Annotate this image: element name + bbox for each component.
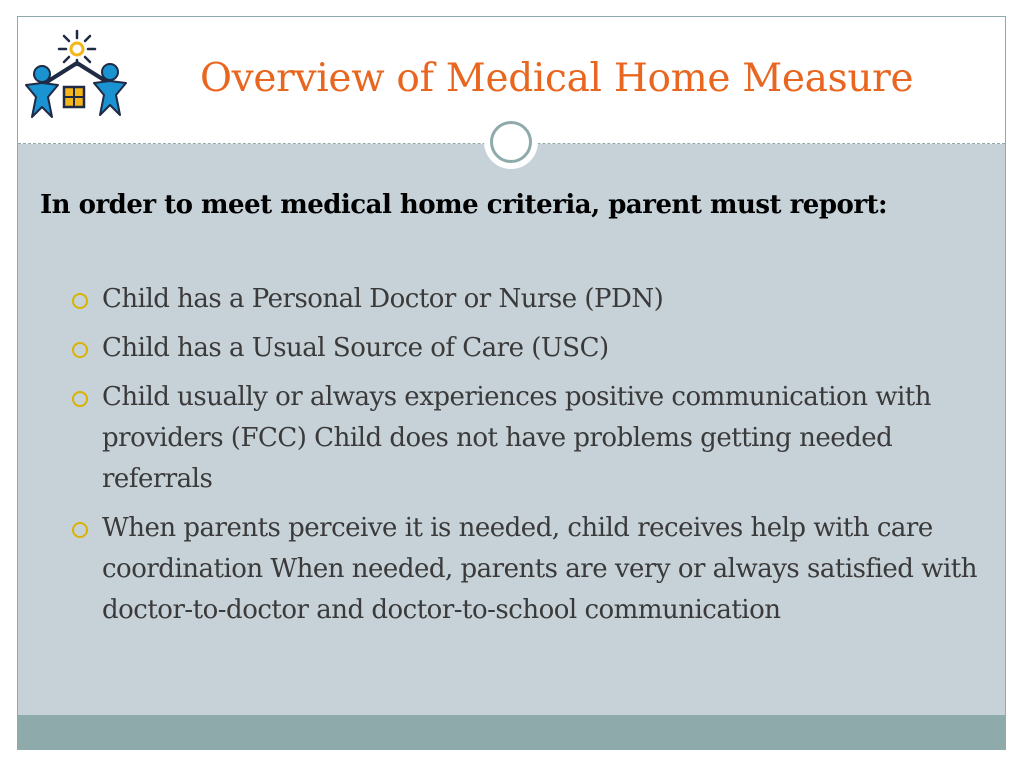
child-figure-right-icon [94, 64, 126, 115]
bullet-list [70, 279, 982, 639]
footer-band [18, 715, 1005, 749]
bullet-item [70, 377, 982, 500]
child-figure-left-icon [26, 66, 58, 117]
bullet-text: Child has a Usual Source of Care (USC) [102, 333, 609, 363]
intro-text: In order to meet medical home criteria, parent must report: [40, 190, 888, 220]
circle-bullet-icon [72, 522, 88, 538]
circle-bullet-icon [72, 391, 88, 407]
house-children-sun-logo-icon [24, 27, 130, 123]
circle-bullet-icon [72, 342, 88, 358]
bullet-item [70, 508, 982, 631]
bullet-text: Child usually or always experiences positive communication with providers (FCC) Child does not have problems getting needed referrals [102, 382, 931, 494]
slide-title: Overview of Medical Home Measure [200, 56, 914, 101]
bullet-text: When parents perceive it is needed, child receives help with care coordination When needed, parents are very or always satisfied with doctor-to-doctor and doctor-to-school communication [102, 513, 977, 625]
slide [17, 16, 1006, 750]
bullet-item [70, 328, 982, 369]
circle-bullet-icon [72, 293, 88, 309]
header-divider-ring [490, 121, 532, 163]
bullet-text: Child has a Personal Doctor or Nurse (PDN) [102, 284, 664, 314]
bullet-item [70, 279, 982, 320]
header-divider-circle-icon [484, 115, 538, 169]
sun-icon [59, 31, 95, 65]
